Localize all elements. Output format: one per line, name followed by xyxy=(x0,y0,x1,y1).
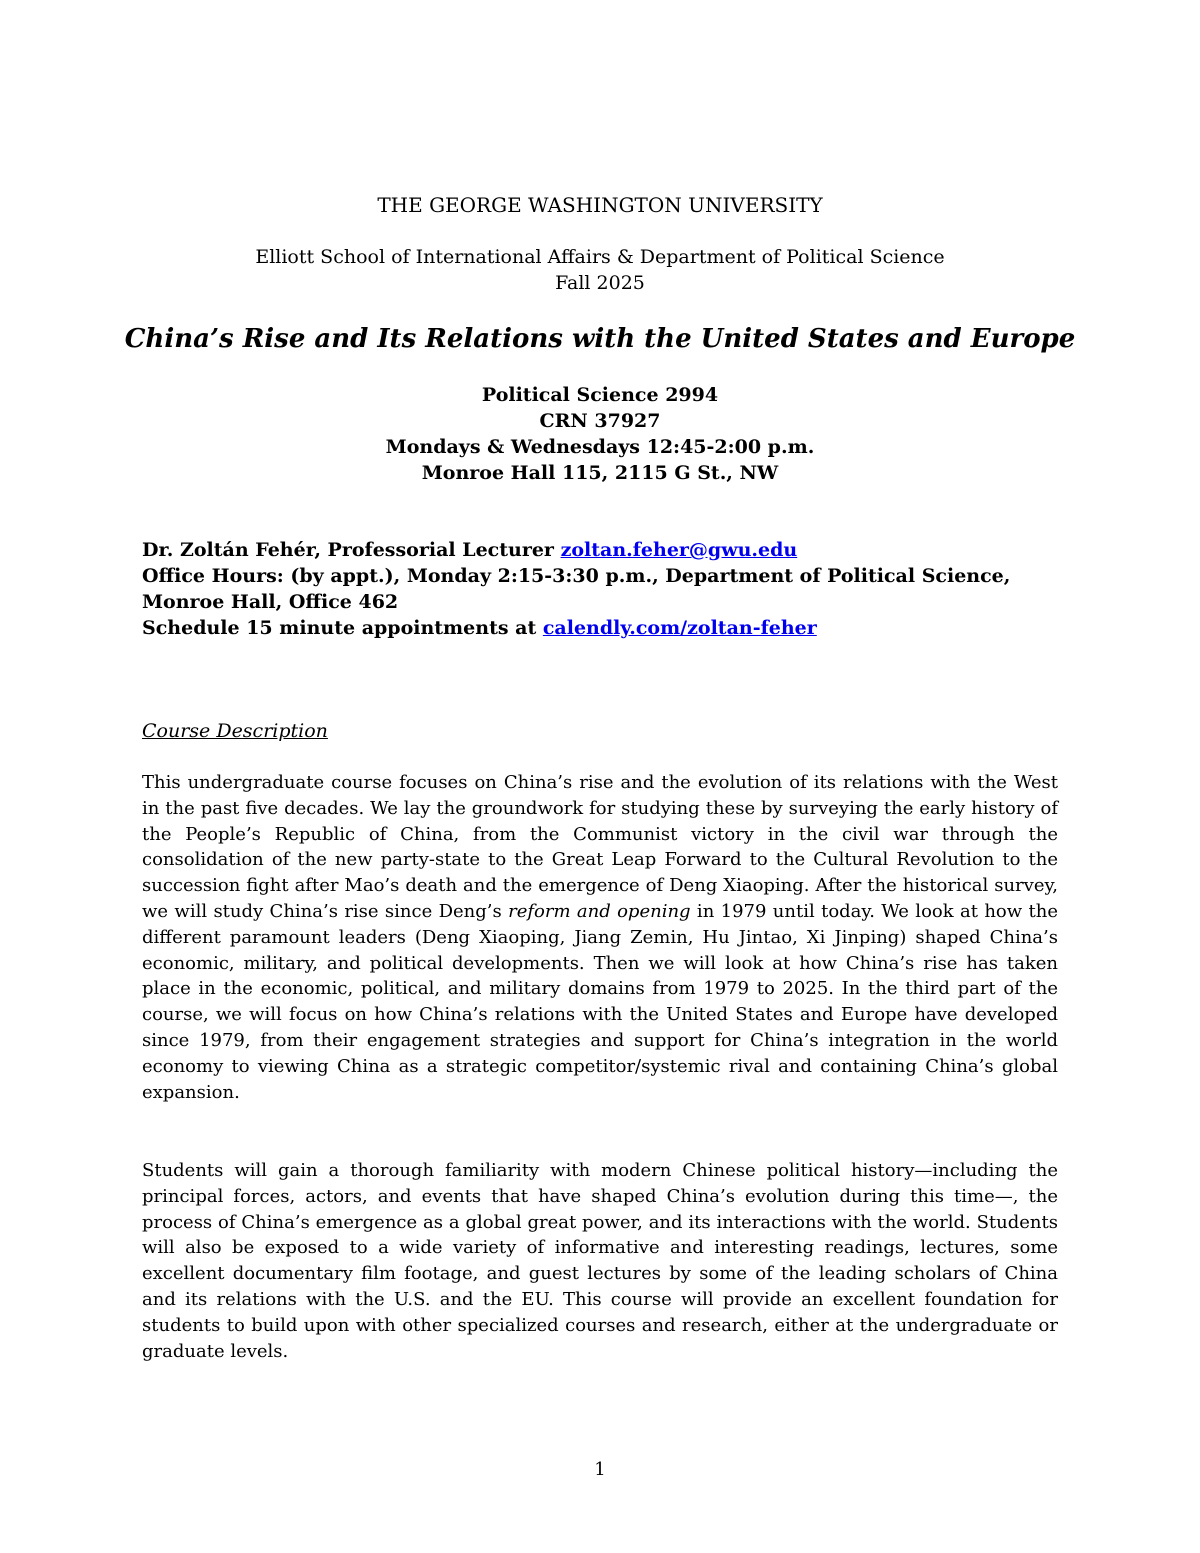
page-number: 1 xyxy=(594,1459,606,1480)
term: Fall 2025 xyxy=(555,272,645,294)
paragraph-1-text-a: This undergraduate course focuses on China’s rise and the evolution of its relations with the West in the past five decades. We lay the groundwork for studying these by surveying the early history of the People’s Republic of China, from the Communist victory in the civil war through the consolidation of the new party-state to the Great Leap Forward to the Cultural Revolution to the succession fight after Mao’s death and the emergence of Deng Xiaoping. After the historical survey, we will study China’s rise since Deng’s xyxy=(142,772,1058,922)
paragraph-1-italic: reform and opening xyxy=(508,900,691,922)
email-link[interactable]: zoltan.feher@gwu.edu xyxy=(560,539,798,561)
school-name: Elliott School of International Affairs & Department of Political Science xyxy=(255,246,945,268)
course-schedule: Mondays & Wednesdays 12:45-2:00 p.m. xyxy=(385,436,815,458)
course-location: Monroe Hall 115, 2115 G St., NW xyxy=(421,462,779,484)
calendly-link[interactable]: calendly.com/zoltan-feher xyxy=(542,617,817,639)
office-hours-line: Office Hours: (by appt.), Monday 2:15-3:30 p.m., Department of Political Science, xyxy=(142,565,1011,587)
course-info xyxy=(0,382,1200,486)
course-number: Political Science 2994 xyxy=(481,384,719,406)
course-title: China’s Rise and Its Relations with the United States and Europe xyxy=(124,324,1076,354)
instructor-info xyxy=(142,537,1062,641)
course-description-heading: Course Description xyxy=(142,720,328,742)
university-name: THE GEORGE WASHINGTON UNIVERSITY xyxy=(377,193,823,217)
paragraph-1-text-b: in 1979 until today. We look at how the different paramount leaders (Deng Xiaoping, Jiang Zemin, Hu Jintao, Xi Jinping) shaped China’s economic, military, and political developments. Then we will look at how China’s rise has taken place in the economic, political, and military domains from 1979 to 2025. In the third part of the course, we will focus on how China’s relations with the United States and Europe have developed since 1979, from their engagement strategies and support for China’s integration in the world economy to viewing China as a strategic competitor/systemic rival and containing China’s global expansion. xyxy=(142,900,1058,1103)
appointment-line xyxy=(142,615,1062,641)
instructor-name: Dr. Zoltán Fehér, Professorial Lecturer xyxy=(142,539,561,561)
description-paragraph-2: Students will gain a thorough familiarity with modern Chinese political history—including the principal forces, actors, and events that have shaped China’s evolution during this time—, the process of China’s emergence as a global great power, and its interactions with the world. Students will also be exposed to a wide variety of informative and interesting readings, lectures, some excellent documentary film footage, and guest lectures by some of the leading scholars of China and its relations with the U.S. and the EU. This course will provide an excellent foundation for students to build upon with other specialized courses and research, either at the undergraduate or graduate levels. xyxy=(142,1160,1058,1362)
course-crn: CRN 37927 xyxy=(539,410,661,432)
description-paragraph-1 xyxy=(142,770,1058,1105)
instructor-line xyxy=(142,537,1062,563)
appointment-prefix: Schedule 15 minute appointments at xyxy=(142,617,543,639)
office-location-line: Monroe Hall, Office 462 xyxy=(142,591,399,613)
